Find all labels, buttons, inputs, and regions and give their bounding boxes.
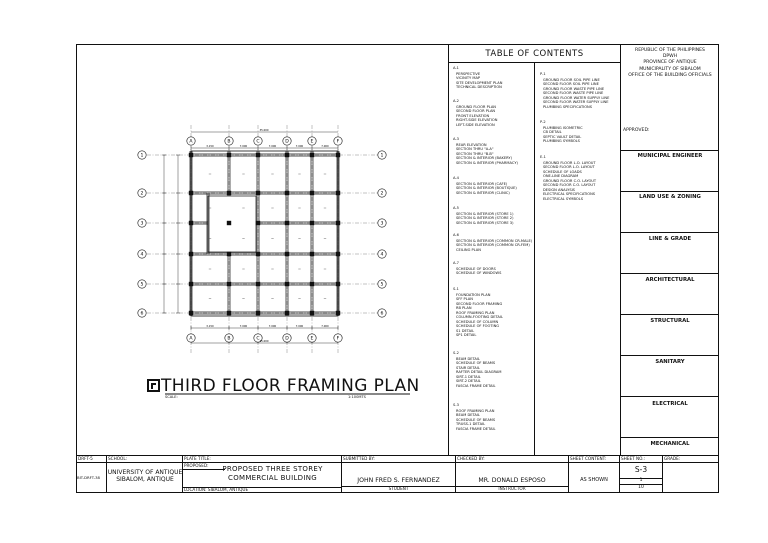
column xyxy=(336,311,340,315)
toc-group-code: S-3 xyxy=(453,403,459,407)
column xyxy=(227,153,231,157)
toc-item: BEAM DETAIL xyxy=(456,356,480,361)
toc-item: SIRT-2 DETAIL xyxy=(456,379,481,383)
dimension-label: 3.150 xyxy=(206,324,214,328)
column xyxy=(256,191,260,195)
toc-item: PLUMBING SYMBOLS xyxy=(543,139,580,143)
student-name: JOHN FRED S. FERNANDEZ xyxy=(357,477,440,484)
toc-item: SECTION & INTERIOR (CLINIC) xyxy=(456,190,510,195)
grid-bubble-label: C xyxy=(256,139,260,145)
student-label: STUDENT xyxy=(388,486,409,491)
dimension-label: 7.000 xyxy=(239,144,248,148)
toc-group xyxy=(453,137,518,165)
signature-line xyxy=(621,355,719,356)
toc-group xyxy=(453,233,532,252)
toc-item: RAFTER DETAIL DIAGRAM xyxy=(456,370,502,374)
toc-item: LEFT-SIDE ELEVATION xyxy=(456,122,495,127)
signatory-label: LINE & GRADE xyxy=(648,236,692,242)
signature-line xyxy=(621,314,719,315)
column xyxy=(310,282,314,286)
grid-bubble-label: F xyxy=(336,139,340,145)
grid-bubble-label: 4 xyxy=(140,252,144,258)
toc-item: FASCIA FRAME DETAIL xyxy=(456,383,496,388)
sheet-of-den: 10 xyxy=(638,485,644,490)
column xyxy=(256,221,260,225)
toc-item: SCHEDULE OF COLUMN xyxy=(456,319,499,324)
toc-title: TABLE OF CONTENTS xyxy=(485,49,584,59)
toc-group-code: A-1 xyxy=(453,66,459,70)
signature-line xyxy=(621,150,719,151)
scale-value: 1:100MTS xyxy=(348,395,366,399)
grid-bubble-label: 6 xyxy=(380,311,384,317)
toc-item: SECOND FLOOR FRAMING xyxy=(456,301,503,306)
toc-item: STAIR DETAIL xyxy=(456,365,480,370)
toc-item: ROOF FRAMING PLAN xyxy=(456,408,495,413)
toc-group xyxy=(453,176,517,195)
toc-item: FRONT ELEVATION xyxy=(456,113,490,118)
grid-bubble-label: A xyxy=(189,139,193,145)
column xyxy=(285,282,289,286)
grade-label: GRADE: xyxy=(664,456,681,461)
toc-item: PERSPECTIVE xyxy=(456,71,481,76)
toc-item: SECTION & INTERIOR (BOUTIQUE) xyxy=(456,186,517,190)
toc-item: SECOND FLOOR WATER SUPPLY LINE xyxy=(543,100,609,104)
toc-item: SECTION THRU "B-B" xyxy=(456,151,494,156)
toc-item: SCHEDULE OF BEAMS xyxy=(456,417,496,422)
dimension-label: 3.150 xyxy=(206,144,214,148)
toc-item: TRUSS-1 DETAIL xyxy=(456,422,486,426)
location: LOCATION: SIBALOM, ANTIQUE xyxy=(184,487,249,492)
toc-item: SECTION & INTERIOR (PHARMACY) xyxy=(456,160,518,165)
toc-item: SCHEDULE OF BEAMS xyxy=(456,361,496,365)
proposed-label: PROPOSED: xyxy=(184,463,209,468)
course-code-2: BIT-DRFT-38 xyxy=(77,475,100,480)
toc-item: SECTION & INTERIOR (STORE 2) xyxy=(456,216,514,220)
tb-divider xyxy=(662,463,663,493)
approved-label: APPROVED: xyxy=(623,128,650,133)
dimension-label: 7.000 xyxy=(295,324,304,328)
column xyxy=(227,252,231,256)
tb-divider xyxy=(662,455,663,463)
toc-group xyxy=(453,206,513,225)
toc-item: SECTION & INTERIOR (COMMON CR-MALE) xyxy=(456,238,533,243)
column xyxy=(336,153,340,157)
signatory-label: MUNICIPAL ENGINEER xyxy=(637,153,703,159)
grid-bubble-label: C xyxy=(256,336,260,342)
grid-bubble-label: 3 xyxy=(380,221,384,227)
toc-group xyxy=(540,72,609,109)
course-code: DRFT-5 xyxy=(78,456,93,461)
column xyxy=(310,191,314,195)
column xyxy=(285,221,289,225)
toc-item: SCHEDULE OF FOOTING xyxy=(456,324,500,328)
toc-item: CB DETAIL xyxy=(543,130,562,134)
signatory-label: ARCHITECTURAL xyxy=(645,277,695,283)
toc-item: SECOND FLOOR PLAN xyxy=(456,109,496,113)
column xyxy=(256,311,260,315)
column xyxy=(189,221,193,225)
toc-column-rule xyxy=(534,62,535,455)
tb-divider xyxy=(568,455,569,493)
toc-item: BEAM DETAIL xyxy=(456,413,480,417)
sheet-content: AS SHOWN xyxy=(580,477,608,483)
grid-bubble-label: 1 xyxy=(140,153,144,159)
plan-logo-icon xyxy=(147,379,160,392)
grid-bubble-label: B xyxy=(227,336,231,342)
grid-bubble-label: 4 xyxy=(380,252,384,258)
plan-title: THIRD FLOOR FRAMING PLAN xyxy=(147,376,420,396)
toc-item: SP1 DETAIL xyxy=(456,333,477,337)
office-line: MUNICIPALITY OF SIBALOM xyxy=(639,66,701,72)
toc-item: COLUMN-FOOTING DETAIL xyxy=(456,315,503,319)
office-line: DPWH xyxy=(662,54,678,60)
office-header xyxy=(621,48,719,79)
toc-group xyxy=(453,66,502,90)
column xyxy=(336,221,340,225)
toc-item: SFF PLAN xyxy=(456,297,473,301)
column xyxy=(256,153,260,157)
signatory-label: MECHANICAL xyxy=(650,441,690,447)
toc-item: GROUND FLOOR L.O. LAYOUT xyxy=(543,160,596,165)
toc-item: SECOND FLOOR L.O. LAYOUT xyxy=(543,165,595,169)
scale-label: SCALE: xyxy=(165,395,178,399)
signatory-label: ELECTRICAL xyxy=(652,401,688,407)
toc-item: SECTION & INTERIOR (BAKERY) xyxy=(456,156,512,160)
toc-group xyxy=(453,99,497,127)
column xyxy=(189,191,193,195)
toc-item: GROUND FLOOR C.O. LAYOUT xyxy=(543,178,597,183)
grid-bubble-label: 1 xyxy=(380,153,384,159)
toc-item: GROUND FLOOR SOIL PIPE LINE xyxy=(543,77,600,82)
toc-group-code: A-3 xyxy=(453,137,459,141)
toc-item: PLUMBING SPECIFICATIONS xyxy=(543,104,593,109)
toc-item: FASCIA FRAME DETAIL xyxy=(456,426,496,431)
office-line: PROVINCE OF ANTIQUE xyxy=(643,60,697,66)
toc-item: SEPTIC VAULT DETAIL xyxy=(543,134,582,139)
toc-group xyxy=(540,120,583,144)
toc-group xyxy=(540,155,596,201)
toc-group xyxy=(453,287,503,338)
signature-line xyxy=(621,191,719,192)
submitted-label: SUBMITTED BY: xyxy=(343,456,375,461)
dimension-label: 7.000 xyxy=(321,144,329,148)
column xyxy=(310,311,314,315)
toc-group-code: A-4 xyxy=(453,176,459,180)
grid-bubble-label: D xyxy=(285,336,289,342)
dimension-total: 35.000 xyxy=(259,128,269,132)
column xyxy=(189,282,193,286)
toc-item: ROOF FRAMING PLAN xyxy=(456,310,495,315)
toc-left-rule xyxy=(448,44,449,455)
toc-item: ONE-LINE DIAGRAM xyxy=(543,174,579,178)
dimension-label: 7.000 xyxy=(321,324,329,328)
toc-group xyxy=(453,261,501,276)
toc-item: SECTION & INTERIOR (STORE 1) xyxy=(456,211,514,216)
signatory-label: STRUCTURAL xyxy=(650,318,690,324)
toc-item: SECOND FLOOR SOIL PIPE LINE xyxy=(543,82,599,86)
column xyxy=(336,282,340,286)
office-line: OFFICE OF THE BUILDING OFFICIALS xyxy=(628,72,712,78)
toc-item: GROUND FLOOR PLAN xyxy=(456,104,496,109)
toc-item: PLUMBING ISOMETRIC xyxy=(543,125,583,130)
signature-line xyxy=(621,232,719,233)
grid-bubble-label: F xyxy=(336,336,340,342)
column xyxy=(336,252,340,256)
toc-item: FOUNDATION PLAN xyxy=(456,292,491,297)
toc-item: DESIGN ANALYSIS xyxy=(543,187,575,192)
office-line: REPUBLIC OF THE PHILIPPINES xyxy=(635,48,705,53)
dimension-label: 7.000 xyxy=(239,324,248,328)
toc-group-code: A-5 xyxy=(453,206,459,210)
toc-item: SITE DEVELOPMENT PLAN xyxy=(456,80,503,85)
sheet-of-num: 1 xyxy=(639,478,643,483)
grid-bubble-label: A xyxy=(189,336,193,342)
grid-bubble-label: E xyxy=(310,336,314,342)
sheet-no: S-3 xyxy=(634,465,648,474)
instructor-label: INSTRUCTOR xyxy=(498,486,526,491)
column xyxy=(310,221,314,225)
column xyxy=(227,191,231,195)
opening xyxy=(208,196,256,252)
dimension-total: 35.000 xyxy=(259,339,269,343)
toc-item: GROUND FLOOR WASTE PIPE LINE xyxy=(543,86,605,91)
grid-bubble-label: 6 xyxy=(140,311,144,317)
column xyxy=(189,311,193,315)
toc-group-code: P-1 xyxy=(540,72,546,76)
toc-item: REAR ELEVATION xyxy=(456,142,487,147)
grid-bubble-label: D xyxy=(285,139,289,145)
office-left-rule xyxy=(620,44,621,455)
grid-bubble-label: E xyxy=(310,139,314,145)
toc-group-code: S-1 xyxy=(453,287,459,291)
toc-item: VICINITY MAP xyxy=(456,76,481,80)
column xyxy=(227,311,231,315)
column xyxy=(285,191,289,195)
grid-bubble-label: 2 xyxy=(140,191,144,197)
toc-group-code: P-2 xyxy=(540,120,546,124)
toc-group-code: A-7 xyxy=(453,261,459,265)
toc-item: TECHNICAL DESCRIPTION xyxy=(456,85,502,89)
toc-item: SECTION & INTERIOR (CAFE) xyxy=(456,181,508,186)
dimension-label: 7.000 xyxy=(268,144,277,148)
column xyxy=(256,252,260,256)
column xyxy=(256,282,260,286)
grid-bubble-label: 3 xyxy=(140,221,144,227)
dimension-label: 7.000 xyxy=(295,144,304,148)
toc-item: S1 DETAIL xyxy=(456,328,475,333)
instructor-name: MR. DONALD ESPOSO xyxy=(478,477,546,484)
column xyxy=(310,153,314,157)
project-title: PROPOSED THREE STOREY COMMERCIAL BUILDING xyxy=(222,465,323,482)
column xyxy=(285,252,289,256)
signature-line xyxy=(621,273,719,274)
toc-item: ELECTRICAL SYMBOLS xyxy=(543,196,584,201)
toc-group-code: A-6 xyxy=(453,233,459,237)
toc-item: SCHEDULE OF LOADS xyxy=(543,169,582,174)
grid-bubble-label: 5 xyxy=(380,282,384,288)
signatory-label: LAND USE & ZONING xyxy=(639,194,701,200)
toc-item: SECTION & INTERIOR (STORE 3) xyxy=(456,220,514,225)
column xyxy=(285,311,289,315)
grid-bubble-label: B xyxy=(227,139,231,145)
titleblock-label-rule xyxy=(76,462,719,463)
column xyxy=(285,153,289,157)
column xyxy=(227,221,231,225)
toc-group xyxy=(453,403,496,431)
toc-item: SECOND FLOOR WASTE PIPE LINE xyxy=(543,91,604,95)
toc-group xyxy=(453,351,501,388)
column xyxy=(189,252,193,256)
checked-label: CHECKED BY: xyxy=(457,456,485,461)
dimension-label: 7.000 xyxy=(268,324,277,328)
sheet-content-label: SHEET CONTENT: xyxy=(570,456,607,461)
signature-line xyxy=(621,396,719,397)
toc-item: SCHEDULE OF WINDOWS xyxy=(456,271,502,275)
toc-item: RB PLAN xyxy=(456,306,472,310)
toc-item: GROUND FLOOR WATER SUPPLY LINE xyxy=(543,95,610,100)
toc-item: SCHEDULE OF DOORS xyxy=(456,266,496,271)
plate-title-label: PLATE TITLE: xyxy=(184,456,211,461)
sheet-no-label: SHEET NO.: xyxy=(621,456,645,461)
school-name: UNIVERSITY OF ANTIQUE SIBALOM, ANTIQUE xyxy=(107,469,183,483)
toc-group-code: A-2 xyxy=(453,99,459,103)
signature-line xyxy=(621,437,719,438)
column xyxy=(310,252,314,256)
toc-group-code: S-2 xyxy=(453,351,459,355)
column xyxy=(189,153,193,157)
toc-item: ELECTRICAL SPECIFICATIONS xyxy=(543,192,596,196)
toc-item: SECOND FLOOR C.O. LAYOUT xyxy=(543,183,596,187)
signatory-label: SANITARY xyxy=(655,359,685,365)
grid-bubble-label: 5 xyxy=(140,282,144,288)
toc-item: SIRT-1 DETAIL xyxy=(456,374,481,379)
column xyxy=(336,191,340,195)
grid-bubble-label: 2 xyxy=(380,191,384,197)
school-label: SCHOOL: xyxy=(108,456,128,461)
column xyxy=(227,282,231,286)
toc-group-code: E-1 xyxy=(540,155,546,159)
toc-item: SECTION THRU "A-A" xyxy=(456,147,494,151)
toc-item: RIGHT-SIDE ELEVATION xyxy=(456,118,498,122)
toc-item: SECTION & INTERIOR (COMMON CR-FEM) xyxy=(456,243,530,247)
toc-item: CEILING PLAN xyxy=(456,247,481,252)
